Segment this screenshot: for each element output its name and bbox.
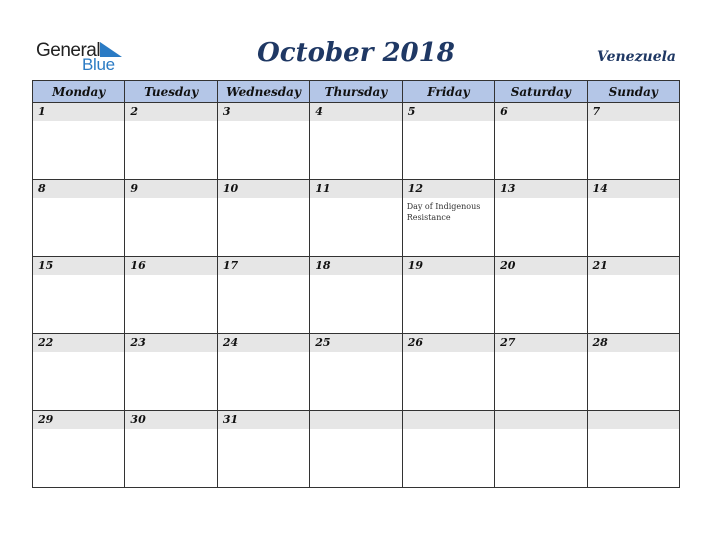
day-cell <box>125 103 217 180</box>
day-cell <box>587 334 679 411</box>
calendar-grid <box>32 80 680 488</box>
day-cell <box>217 103 309 180</box>
day-cell <box>310 180 402 257</box>
day-cell <box>125 257 217 334</box>
day-number: 26 <box>403 334 494 352</box>
day-number <box>403 411 494 429</box>
day-number: 11 <box>310 180 401 198</box>
day-cell <box>33 103 125 180</box>
day-cell <box>33 411 125 488</box>
calendar-title: October 2018 <box>257 38 455 68</box>
day-cell <box>310 257 402 334</box>
day-number: 12 <box>403 180 494 198</box>
day-cell <box>33 257 125 334</box>
day-cell <box>402 103 494 180</box>
day-number: 10 <box>218 180 309 198</box>
day-number: 23 <box>125 334 216 352</box>
day-number: 30 <box>125 411 216 429</box>
day-number: 25 <box>310 334 401 352</box>
weekday-sunday: Sunday <box>587 81 679 103</box>
day-number <box>588 411 679 429</box>
day-cell <box>217 411 309 488</box>
day-cell <box>495 334 587 411</box>
week-row <box>33 411 680 488</box>
holiday-label: Day of Indigenous Resistance <box>406 202 481 222</box>
day-number: 14 <box>588 180 679 198</box>
day-cell <box>217 334 309 411</box>
day-cell <box>33 334 125 411</box>
day-number: 27 <box>495 334 586 352</box>
day-number: 7 <box>588 103 679 121</box>
day-cell <box>217 257 309 334</box>
day-cell <box>402 411 494 488</box>
day-number: 20 <box>495 257 586 275</box>
day-number: 4 <box>310 103 401 121</box>
day-number: 24 <box>218 334 309 352</box>
day-cell <box>125 411 217 488</box>
day-cell <box>125 180 217 257</box>
weekday-tuesday: Tuesday <box>125 81 217 103</box>
week-row <box>33 180 680 257</box>
weekday-thursday: Thursday <box>310 81 402 103</box>
week-row <box>33 103 680 180</box>
day-number <box>495 411 586 429</box>
day-number <box>310 411 401 429</box>
day-number: 31 <box>218 411 309 429</box>
day-cell <box>587 180 679 257</box>
weekday-saturday: Saturday <box>495 81 587 103</box>
day-cell <box>587 257 679 334</box>
day-number: 3 <box>218 103 309 121</box>
day-number: 19 <box>403 257 494 275</box>
logo-text-general: General <box>36 40 101 61</box>
day-cell <box>402 257 494 334</box>
weekday-header-row <box>33 81 680 103</box>
day-number: 16 <box>125 257 216 275</box>
day-cell <box>495 103 587 180</box>
day-number: 1 <box>33 103 124 121</box>
day-number: 22 <box>33 334 124 352</box>
day-cell <box>310 334 402 411</box>
day-cell <box>125 334 217 411</box>
day-number: 18 <box>310 257 401 275</box>
weekday-wednesday: Wednesday <box>217 81 309 103</box>
day-number: 2 <box>125 103 216 121</box>
day-cell <box>587 103 679 180</box>
day-number: 13 <box>495 180 586 198</box>
day-number: 8 <box>33 180 124 198</box>
weekday-friday: Friday <box>402 81 494 103</box>
day-number: 29 <box>33 411 124 429</box>
day-number: 6 <box>495 103 586 121</box>
day-cell <box>495 257 587 334</box>
day-cell <box>495 411 587 488</box>
week-row <box>33 334 680 411</box>
day-cell <box>495 180 587 257</box>
day-number: 5 <box>403 103 494 121</box>
day-cell <box>402 334 494 411</box>
day-cell <box>33 180 125 257</box>
day-cell <box>217 180 309 257</box>
day-number: 15 <box>33 257 124 275</box>
logo-text-blue: Blue <box>82 55 115 74</box>
day-number: 9 <box>125 180 216 198</box>
country-label: Venezuela <box>597 49 676 65</box>
day-number: 28 <box>588 334 679 352</box>
week-row <box>33 257 680 334</box>
day-number: 21 <box>588 257 679 275</box>
day-cell <box>310 411 402 488</box>
day-cell <box>587 411 679 488</box>
weekday-monday: Monday <box>33 81 125 103</box>
day-cell <box>402 180 494 257</box>
day-number: 17 <box>218 257 309 275</box>
day-cell <box>310 103 402 180</box>
